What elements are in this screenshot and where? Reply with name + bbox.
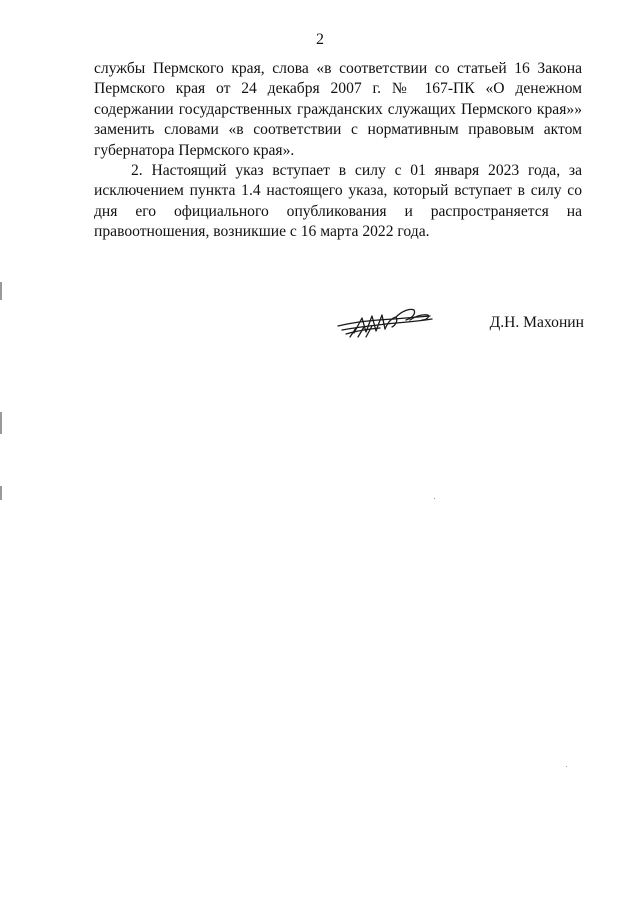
- scan-edge-mark: [0, 486, 2, 500]
- signature-block: [330, 304, 584, 344]
- paragraph-item-2: 2. Настоящий указ вступает в силу с 01 января 2023 года, за исключением пункта 1.4 настоящего указа, который вступает в силу со дня его официального опубликования и распространяется на правоотношения, возникшие с 16 марта 2022 года.: [94, 162, 582, 241]
- scan-dot: [566, 766, 567, 767]
- paragraph-continuation: службы Пермского края, слова «в соответствии со статьей 16 Закона Пермского края от 24 декабря 2007 г. № 167-ПК «О денежном содержании государственных гражданских служащих Пермского края»» заменить словами «в соответствии с нормативным правовым актом губернатора Пермского края».: [94, 60, 582, 159]
- scan-dot: [434, 498, 435, 499]
- scan-edge-mark: [0, 282, 2, 300]
- page-number: 2: [316, 31, 324, 48]
- handwritten-signature: [332, 304, 436, 340]
- scan-edge-mark: [0, 412, 2, 434]
- signer-name: Д.Н. Махонин: [489, 314, 584, 331]
- document-body: [94, 59, 582, 243]
